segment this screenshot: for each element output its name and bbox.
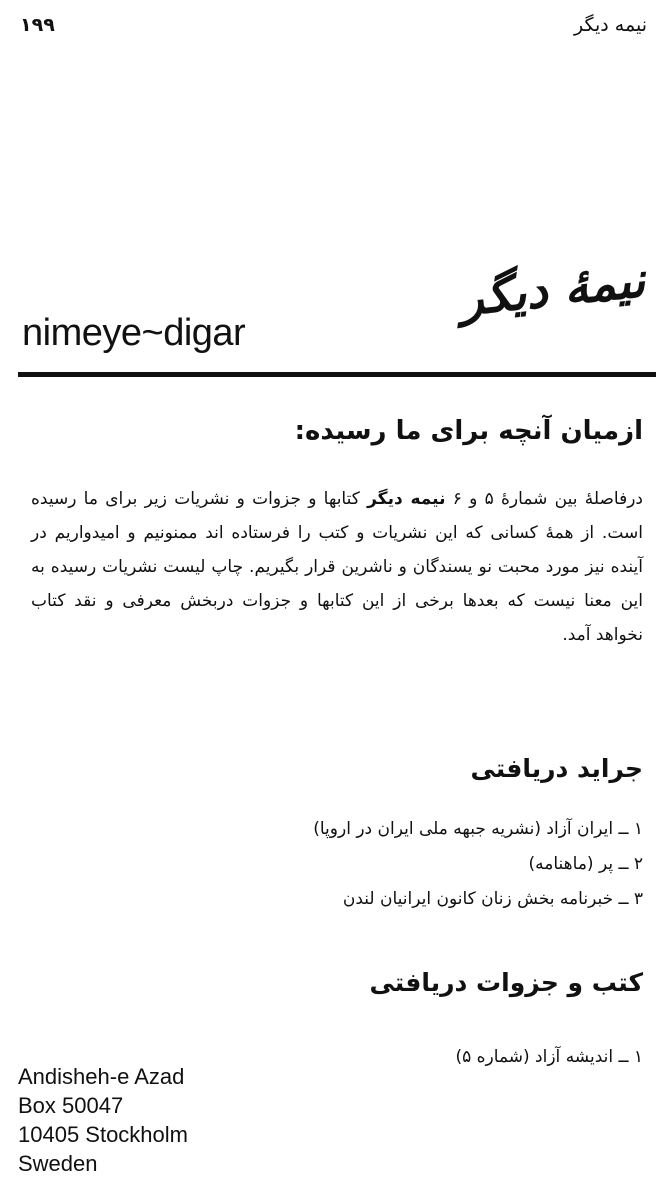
received-heading: ازمیان آنچه برای ما رسیده: [294,416,643,446]
books-list [455,1040,643,1075]
books-heading: کتب و جزوات دریافتی [369,968,643,997]
masthead-rule [18,372,656,377]
masthead-latin-title: nimeye~digar [22,312,246,354]
list-item: ۱ ــ ایران آزاد (نشریه جبهه ملی ایران در اروپا) [313,819,643,839]
list-item: ۱ ــ اندیشه آزاد (شماره ۵) [455,1047,643,1067]
intro-text-start: درفاصلهٔ بین شمارهٔ ۵ و ۶ [452,489,643,509]
address-line: Andisheh-e Azad [18,1064,185,1089]
masthead-persian-logo: نیمهٔ دیگر [457,252,648,328]
intro-text-rest: کتابها و جزوات و نشریات زیر برای ما رسیده است. از همهٔ کسانی که این نشریات و کتب را فرستاده اند ممنونیم و امیدواریم در آینده نیز مورد محبت نو یسندگان و ناشرین قرار بگیریم. چاپ لیست نشریات رسیده به این معنا نیست که بعدها برخی از این کتابها و جزوات دربخش معرفی و نقد کتاب نخواهد آمد. [31,489,643,645]
journals-list [313,812,643,917]
page-number: ۱۹۹ [20,14,55,36]
intro-journal-name: نیمه دیگر [367,489,446,509]
intro-paragraph [31,482,643,652]
postal-address [18,1062,188,1178]
list-item: ۳ ــ خبرنامه بخش زنان کانون ایرانیان لندن [342,889,643,909]
address-line: 10405 Stockholm [18,1122,188,1147]
journals-heading: جراید دریافتی [470,754,643,783]
list-item: ۲ ــ پر (ماهنامه) [528,854,643,874]
address-line: Sweden [18,1151,98,1176]
address-line: Box 50047 [18,1093,124,1118]
running-title: نیمه دیگر [574,14,647,36]
